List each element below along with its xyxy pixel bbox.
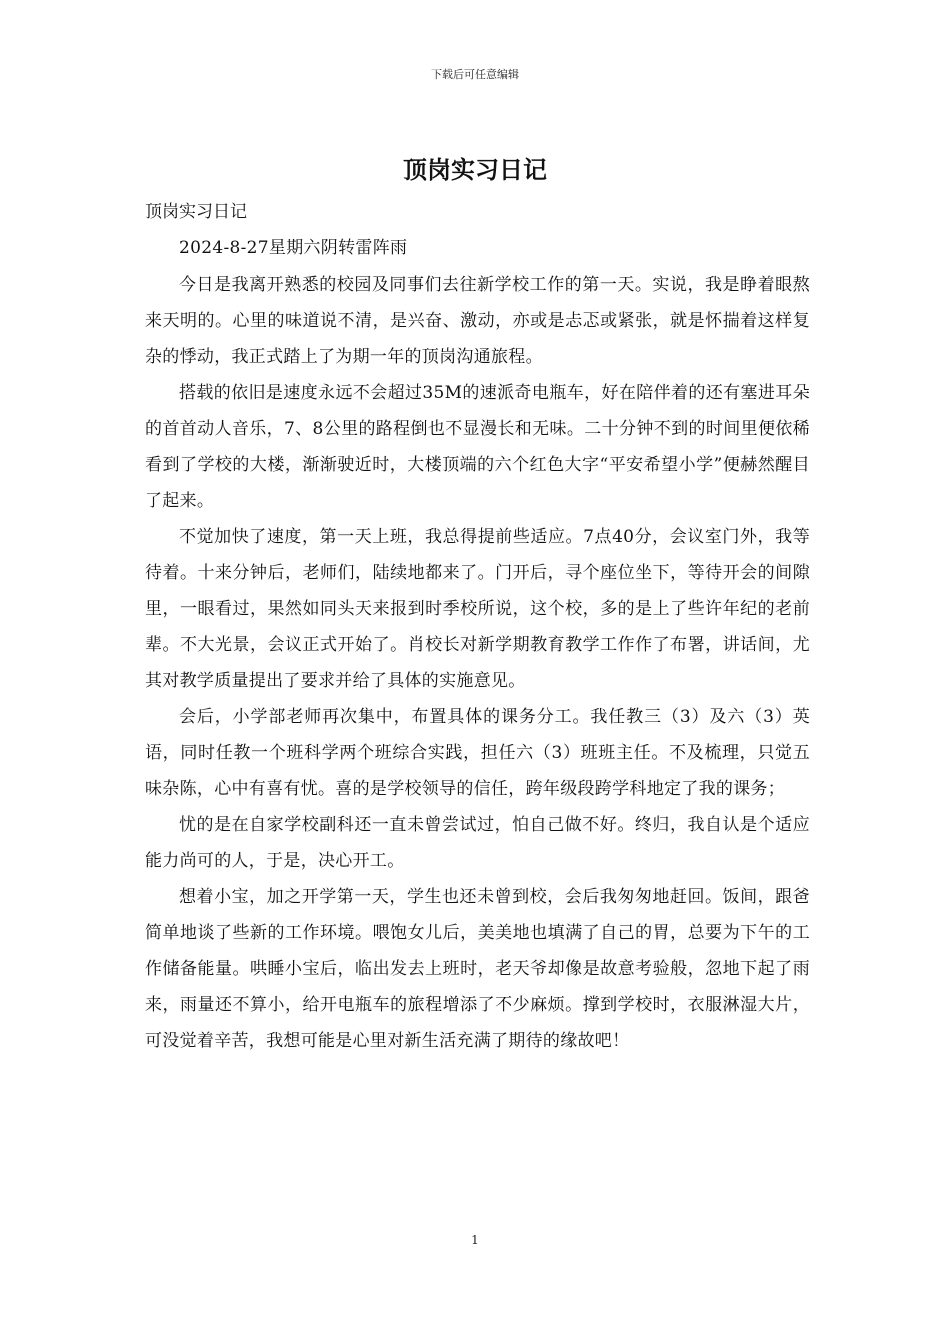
paragraph-1: 今日是我离开熟悉的校园及同事们去往新学校工作的第一天。实说，我是睁着眼熬来天明的。心里的味道说不清，是兴奋、激动，亦或是忐忑或紧张，就是怀揣着这样复杂的悸动，我正式踏上了为期一年的顶岗沟通旅程。 bbox=[145, 275, 810, 367]
paragraph-3: 不觉加快了速度，第一天上班，我总得提前些适应。7点40分，会议室门外，我等待着。十来分钟后，老师们，陆续地都来了。门开后，寻个座位坐下，等待开会的间隙里，一眼看过，果然如同头天来报到时季校所说，这个校，多的是上了些许年纪的老前辈。不大光景，会议正式开始了。肖校长对新学期教育教学工作作了布署，讲话间，尤其对教学质量提出了要求并给了具体的实施意见。 bbox=[145, 527, 810, 691]
date-weather-line: 2024-8-27星期六阴转雷阵雨 bbox=[179, 238, 408, 258]
paragraph-2: 搭载的依旧是速度永远不会超过35M的速派奇电瓶车，好在陪伴着的还有塞进耳朵的首首动人音乐，7、8公里的路程倒也不显漫长和无味。二十分钟不到的时间里便依稀看到了学校的大楼，渐渐驶近时，大楼顶端的六个红色大字“平安希望小学”便赫然醒目了起来。 bbox=[145, 383, 810, 511]
document-subtitle: 顶岗实习日记 bbox=[145, 202, 247, 222]
document-title: 顶岗实习日记 bbox=[403, 156, 547, 184]
paragraph-6: 想着小宝，加之开学第一天，学生也还未曾到校，会后我匆匆地赶回。饭间，跟爸简单地谈了些新的工作环境。喂饱女儿后，美美地也填满了自己的胃，总要为下午的工作储备能量。哄睡小宝后，临出发去上班时，老天爷却像是故意考验般，忽地下起了雨来，雨量还不算小，给开电瓶车的旅程增添了不少麻烦。撑到学校时，衣服淋湿大片，可没觉着辛苦，我想可能是心里对新生活充满了期待的缘故吧！ bbox=[145, 887, 810, 1051]
paragraph-4: 会后，小学部老师再次集中，布置具体的课务分工。我任教三（3）及六（3）英语，同时任教一个班科学两个班综合实践，担任六（3）班班主任。不及梳理，只觉五味杂陈，心中有喜有忧。喜的是学校领导的信任，跨年级段跨学科地定了我的课务； bbox=[145, 707, 810, 799]
page-number: 1 bbox=[471, 1233, 479, 1247]
document-body bbox=[145, 197, 810, 1059]
page-header-note: 下载后可任意编辑 bbox=[431, 68, 519, 81]
paragraph-5: 忧的是在自家学校副科还一直未曾尝试过，怕自己做不好。终归，我自认是个适应能力尚可的人，于是，决心开工。 bbox=[145, 815, 810, 871]
